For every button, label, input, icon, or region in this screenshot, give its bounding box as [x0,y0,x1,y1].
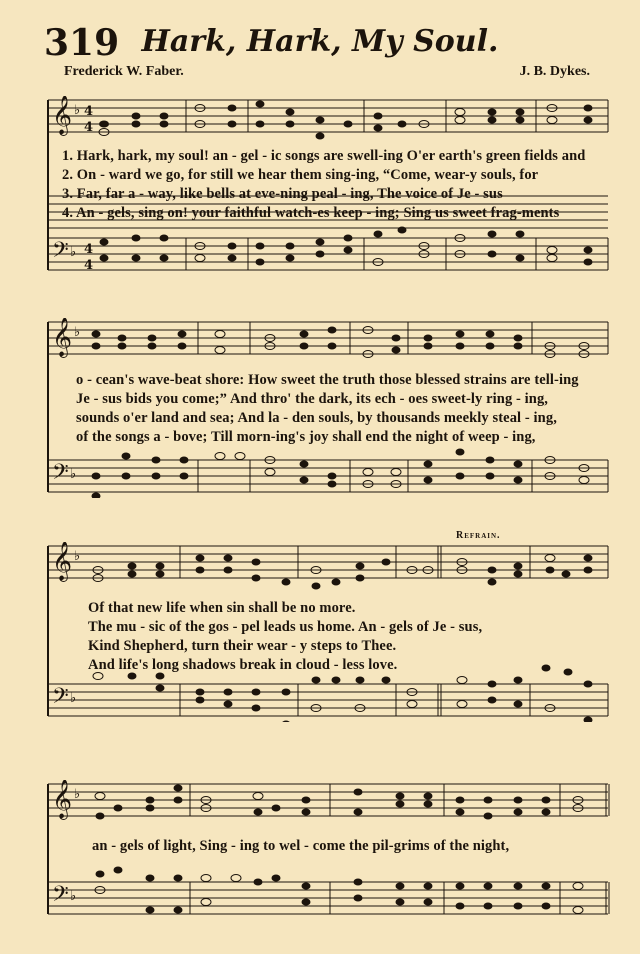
svg-text:♭: ♭ [70,889,77,904]
svg-text:♭: ♭ [74,325,81,340]
treble-clef-icon: 𝄞 [52,318,73,357]
bass-clef-icon: 𝄢 [52,460,69,490]
treble-clef-icon: 𝄞 [52,542,73,581]
lyric-line: sounds o'er land and sea; And la - den souls, by thousands meekly steal - ing, [76,410,557,426]
author-credit: Frederick W. Faber. [64,64,184,79]
hymn-number: 319 [44,22,120,64]
system-4-staves [0,780,640,950]
svg-text:4: 4 [84,104,94,119]
lyric-line: Of that new life when sin shall be no more. [88,600,356,616]
lyric-line: of the songs a - bove; Till morn-ing's joy shall end the night of weep - ing, [76,429,536,445]
lyric-line: 2. On - ward we go, for still we hear them sing-ing, “Come, wear-y souls, for [62,167,539,183]
treble-clef-icon: 𝄞 [52,96,73,135]
system-2-staves [0,318,640,498]
lyric-line: an - gels of light, Sing - ing to wel - come the pil-grims of the night, [92,838,510,854]
notes-treble-1 [99,101,593,140]
lyric-line: And life's long shadows break in cloud - less love. [88,657,398,673]
treble-clef-icon: 𝄞 [52,780,73,819]
composer-credit: J. B. Dykes. [519,64,590,79]
lyric-line: o - cean's wave-beat shore: How sweet the truth those blessed strains are tell-ing [76,372,579,388]
bass-clef-icon: 𝄢 [52,684,69,714]
svg-text:♭: ♭ [74,103,81,118]
svg-text:♭: ♭ [70,691,77,706]
lyric-line: 1. Hark, hark, my soul! an - gel - ic songs are swell-ing O'er earth's green fields and [62,148,586,164]
lyric-line: The mu - sic of the gos - pel leads us home. An - gels of Je - sus, [88,619,483,635]
lyric-line: 4. An - gels, sing on! your faithful watch-es keep - ing; Sing us sweet frag-ments [62,205,560,221]
svg-text:♭: ♭ [74,549,81,564]
svg-text:♭: ♭ [70,245,77,260]
hymn-title: Hark, Hark, My Soul. [141,24,499,59]
bass-clef-icon: 𝄢 [52,882,69,912]
lyric-line: Kind Shepherd, turn their wear - y steps to Thee. [88,638,397,654]
svg-text:♭: ♭ [74,787,81,802]
bass-clef-icon: 𝄢 [52,238,69,268]
lyric-line: Je - sus bids you come;” And thro' the dark, its ech - oes sweet-ly ring - ing, [76,391,549,407]
svg-text:4: 4 [84,258,94,273]
svg-text:4: 4 [84,242,94,257]
refrain-label: Refrain. [456,530,501,541]
svg-text:♭: ♭ [70,467,77,482]
svg-text:4: 4 [84,120,94,135]
lyric-line: 3. Far, far a - way, like bells at eve-ning peal - ing, The voice of Je - sus [62,186,503,202]
